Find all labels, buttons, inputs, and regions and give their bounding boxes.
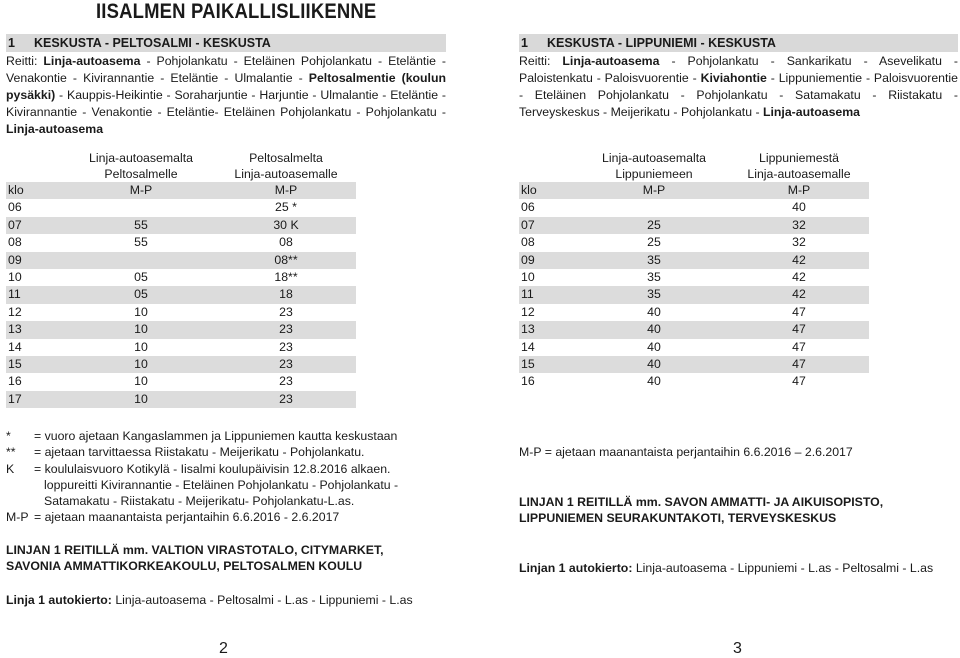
table-row	[6, 252, 356, 269]
table-cell: 23	[216, 321, 356, 338]
table-cell: 12	[8, 304, 22, 319]
table-cell: 10	[66, 321, 216, 338]
table-row	[6, 356, 356, 373]
table-row	[6, 304, 356, 321]
table-cell: 06	[521, 200, 535, 215]
table-row	[519, 286, 869, 303]
table-row	[519, 199, 869, 216]
footnote	[6, 477, 446, 510]
page-title: IISALMEN PAIKALLISLIIKENNE	[96, 0, 377, 23]
table-row	[6, 199, 356, 216]
table-cell: 18	[216, 286, 356, 303]
footnote	[6, 509, 446, 525]
table-cell: 16	[8, 374, 22, 389]
route-text-segment: Linja-autoasema	[762, 105, 861, 119]
route-name: KESKUSTA - PELTOSALMI - KESKUSTA	[34, 36, 271, 50]
table-cell: 10	[521, 270, 535, 285]
route-text-segment: Reitti:	[6, 54, 44, 68]
table-cell: 42	[792, 270, 806, 285]
table-cell	[66, 252, 216, 269]
footnote	[6, 444, 446, 460]
table-cell: 32	[792, 235, 806, 250]
table-cell	[579, 199, 729, 216]
table-cell: 35	[647, 270, 661, 285]
table-cell: 47	[729, 356, 869, 373]
table-cell: 25	[647, 235, 661, 250]
table-cell: M-P	[579, 182, 729, 199]
footnotes	[6, 428, 446, 526]
column-header: Lippuniemeen	[579, 166, 729, 182]
loop-label: Linjan 1 autokierto:	[519, 561, 633, 575]
table-cell: 12	[521, 304, 535, 319]
table-cell	[66, 199, 216, 216]
route-description	[6, 53, 446, 138]
table-cell: 23	[216, 356, 356, 373]
right-route-section	[519, 34, 958, 121]
table-cell: 13	[6, 321, 66, 338]
footnote-symbol: **	[6, 445, 16, 460]
column-header: Linja-autoasemalle	[729, 166, 869, 182]
footnote-text: = ajetaan tarvittaessa Riistakatu - Meijerikatu - Pohjolankatu.	[34, 445, 365, 460]
footnote-text: loppureitti Kivirannantie - Eteläinen Pohjolankatu - Pohjolankatu - Satamakatu - Riistakatu - Meijerikatu- Pohjolankatu-L.as.	[44, 477, 399, 509]
page-number: 2	[219, 640, 228, 657]
route-text-segment: Linja-autoasema	[562, 54, 660, 68]
footnote-symbol: K	[6, 461, 15, 476]
table-row	[519, 217, 869, 234]
table-cell: 10	[66, 391, 216, 408]
route-text-segment: - Pohjolankatu - Sankarikatu - Asevelikatu - Paloistenkatu - Paloisvuorentie -	[519, 54, 958, 85]
table-cell: 08	[521, 235, 535, 250]
route-header-right	[519, 34, 958, 52]
table-cell: 15	[519, 356, 579, 373]
footnote	[6, 428, 446, 444]
table-cell: 35	[579, 286, 729, 303]
table-cell: 15	[6, 356, 66, 373]
table-cell: 11	[6, 286, 66, 303]
table-cell: 30 K	[216, 217, 356, 234]
table-cell: 08	[279, 235, 293, 250]
table-row	[6, 391, 356, 408]
footnote-symbol	[6, 477, 34, 510]
table-cell: 16	[521, 374, 535, 389]
table-cell: 23	[216, 391, 356, 408]
route-text-segment: - Kauppis-Heikintie - Soraharjuntie - Harjuntie - Ulmalantie - Eteläntie - Kivirannantie - Venakontie - Eteläntie- Eteläinen Pohjolankatu - Pohjolankatu -	[6, 88, 446, 119]
table-cell: 25 *	[275, 200, 297, 215]
table-cell: 18**	[274, 270, 298, 285]
footnote-text: = koululaisvuoro Kotikylä - Iisalmi koulupäivisin 12.8.2016 alkaen.	[34, 461, 391, 476]
table-row	[6, 234, 356, 251]
footnote-text: = vuoro ajetaan Kangaslammen ja Lippuniemen kautta keskustaan	[34, 429, 398, 443]
table-cell: 09	[519, 252, 579, 269]
served-places-right	[519, 494, 958, 527]
footnote-symbol: *	[6, 429, 11, 443]
timetable-right	[519, 150, 869, 391]
route-loop-left	[6, 592, 446, 608]
table-row	[519, 269, 869, 286]
table-cell: 06	[8, 200, 22, 215]
column-header: Linja-autoasemalta	[579, 150, 729, 166]
left-route-section	[6, 34, 446, 138]
served-places-left	[6, 542, 446, 575]
route-text-segment: - Lippuniementie - Paloisvuorentie - Eteläinen Pohjolankatu - Pohjolankatu - Satamakatu - Riistakatu - Terveyskeskus - Meijerikatu - Pohjolankatu -	[519, 71, 959, 119]
route-loop-right	[519, 560, 958, 576]
table-cell: 05	[134, 270, 148, 285]
table-cell: M-P	[216, 182, 356, 199]
table-cell: 10	[66, 356, 216, 373]
table-row	[6, 321, 356, 338]
table-cell: 47	[729, 321, 869, 338]
table-cell: 42	[729, 286, 869, 303]
route-number: 1	[8, 36, 15, 50]
table-cell: 13	[519, 321, 579, 338]
route-header-left	[6, 34, 446, 52]
table-cell: 05	[66, 286, 216, 303]
table-cell: klo	[6, 182, 66, 199]
table-row	[6, 286, 356, 303]
table-row	[6, 217, 356, 234]
table-cell: 14	[8, 339, 22, 354]
column-header: Lippuniemestä	[729, 150, 869, 166]
table-cell: 40	[579, 356, 729, 373]
route-text-segment: Linja-autoasema	[43, 54, 141, 68]
route-text-segment: Reitti:	[519, 54, 563, 68]
table-cell: 14	[521, 339, 535, 354]
table-cell: 09	[6, 252, 66, 269]
table-cell: 08**	[216, 252, 356, 269]
table-cell: 10	[8, 270, 22, 285]
table-cell: 47	[792, 374, 806, 389]
table-cell: 23	[279, 374, 293, 389]
table-subheader-row	[519, 182, 869, 199]
table-cell: 55	[66, 217, 216, 234]
table-row	[519, 339, 869, 356]
loop-text: Linja-autoasema - Peltosalmi - L.as - Lippuniemi - L.as	[111, 593, 413, 607]
route-text-segment: Linja-autoasema	[6, 122, 104, 136]
table-cell: 35	[579, 252, 729, 269]
footnote	[6, 461, 446, 477]
loop-label: Linja 1 autokierto:	[6, 593, 112, 607]
served-line: SAVONIA AMMATTIKORKEAKOULU, PELTOSALMEN KOULU	[6, 559, 363, 574]
table-row	[6, 269, 356, 286]
table-row	[6, 373, 356, 390]
table-cell: 55	[134, 235, 148, 250]
table-row	[519, 321, 869, 338]
table-cell: 07	[519, 217, 579, 234]
table-cell: 47	[792, 339, 806, 354]
table-cell: 10	[134, 339, 148, 354]
table-row	[519, 234, 869, 251]
served-line: LINJAN 1 REITILLÄ mm. SAVON AMMATTI- JA AIKUISOPISTO,	[519, 495, 884, 509]
route-description	[519, 53, 958, 121]
footnote-symbol: M-P	[6, 510, 29, 525]
table-cell: M-P	[729, 182, 869, 199]
validity-note-right: M-P = ajetaan maanantaista perjantaihin 6.6.2016 – 2.6.2017	[519, 445, 853, 459]
table-row	[519, 304, 869, 321]
table-cell: 25	[579, 217, 729, 234]
table-cell: 40	[647, 339, 661, 354]
column-header: Peltosalmelta	[216, 150, 356, 166]
table-row	[519, 373, 869, 390]
served-line: LIPPUNIEMEN SEURAKUNTAKOTI, TERVEYSKESKUS	[519, 511, 837, 526]
timetable-left	[6, 150, 356, 408]
table-cell: 23	[279, 339, 293, 354]
route-text-segment: Kiviahontie	[700, 71, 767, 85]
table-cell: M-P	[66, 182, 216, 199]
table-cell: 07	[6, 217, 66, 234]
table-row	[519, 356, 869, 373]
page-number: 3	[733, 640, 742, 657]
table-cell: 10	[134, 374, 148, 389]
column-header: Linja-autoasemalta	[66, 150, 216, 166]
table-cell: 40	[647, 374, 661, 389]
served-line: LINJAN 1 REITILLÄ mm. VALTION VIRASTOTALO, CITYMARKET,	[6, 543, 384, 557]
table-subheader-row	[6, 182, 356, 199]
table-cell: 11	[519, 286, 579, 303]
route-text-segment: Peltosalmentie (koulun pysäkki)	[6, 71, 446, 102]
table-cell: 47	[792, 304, 806, 319]
table-cell: klo	[519, 182, 579, 199]
loop-text: Linja-autoasema - Lippuniemi - L.as - Peltosalmi - L.as	[632, 561, 934, 575]
table-cell: 40	[579, 321, 729, 338]
table-cell: 40	[647, 304, 661, 319]
column-header: Linja-autoasemalle	[216, 166, 356, 182]
table-cell: 40	[792, 200, 806, 215]
route-number: 1	[521, 36, 528, 50]
route-text-segment: - Pohjolankatu - Eteläinen Pohjolankatu - Eteläntie - Venakontie - Kivirannantie - Eteläntie - Ulmalantie -	[6, 54, 446, 85]
table-cell: 23	[279, 304, 293, 319]
footnote-text: = ajetaan maanantaista perjantaihin 6.6.2016 - 2.6.2017	[34, 510, 340, 525]
table-row	[519, 252, 869, 269]
table-cell: 42	[729, 252, 869, 269]
table-cell: 08	[8, 235, 22, 250]
table-cell: 17	[6, 391, 66, 408]
table-row	[6, 339, 356, 356]
table-cell: 10	[134, 304, 148, 319]
route-name: KESKUSTA - LIPPUNIEMI - KESKUSTA	[547, 36, 776, 50]
table-cell: 32	[729, 217, 869, 234]
column-header: Peltosalmelle	[66, 166, 216, 182]
